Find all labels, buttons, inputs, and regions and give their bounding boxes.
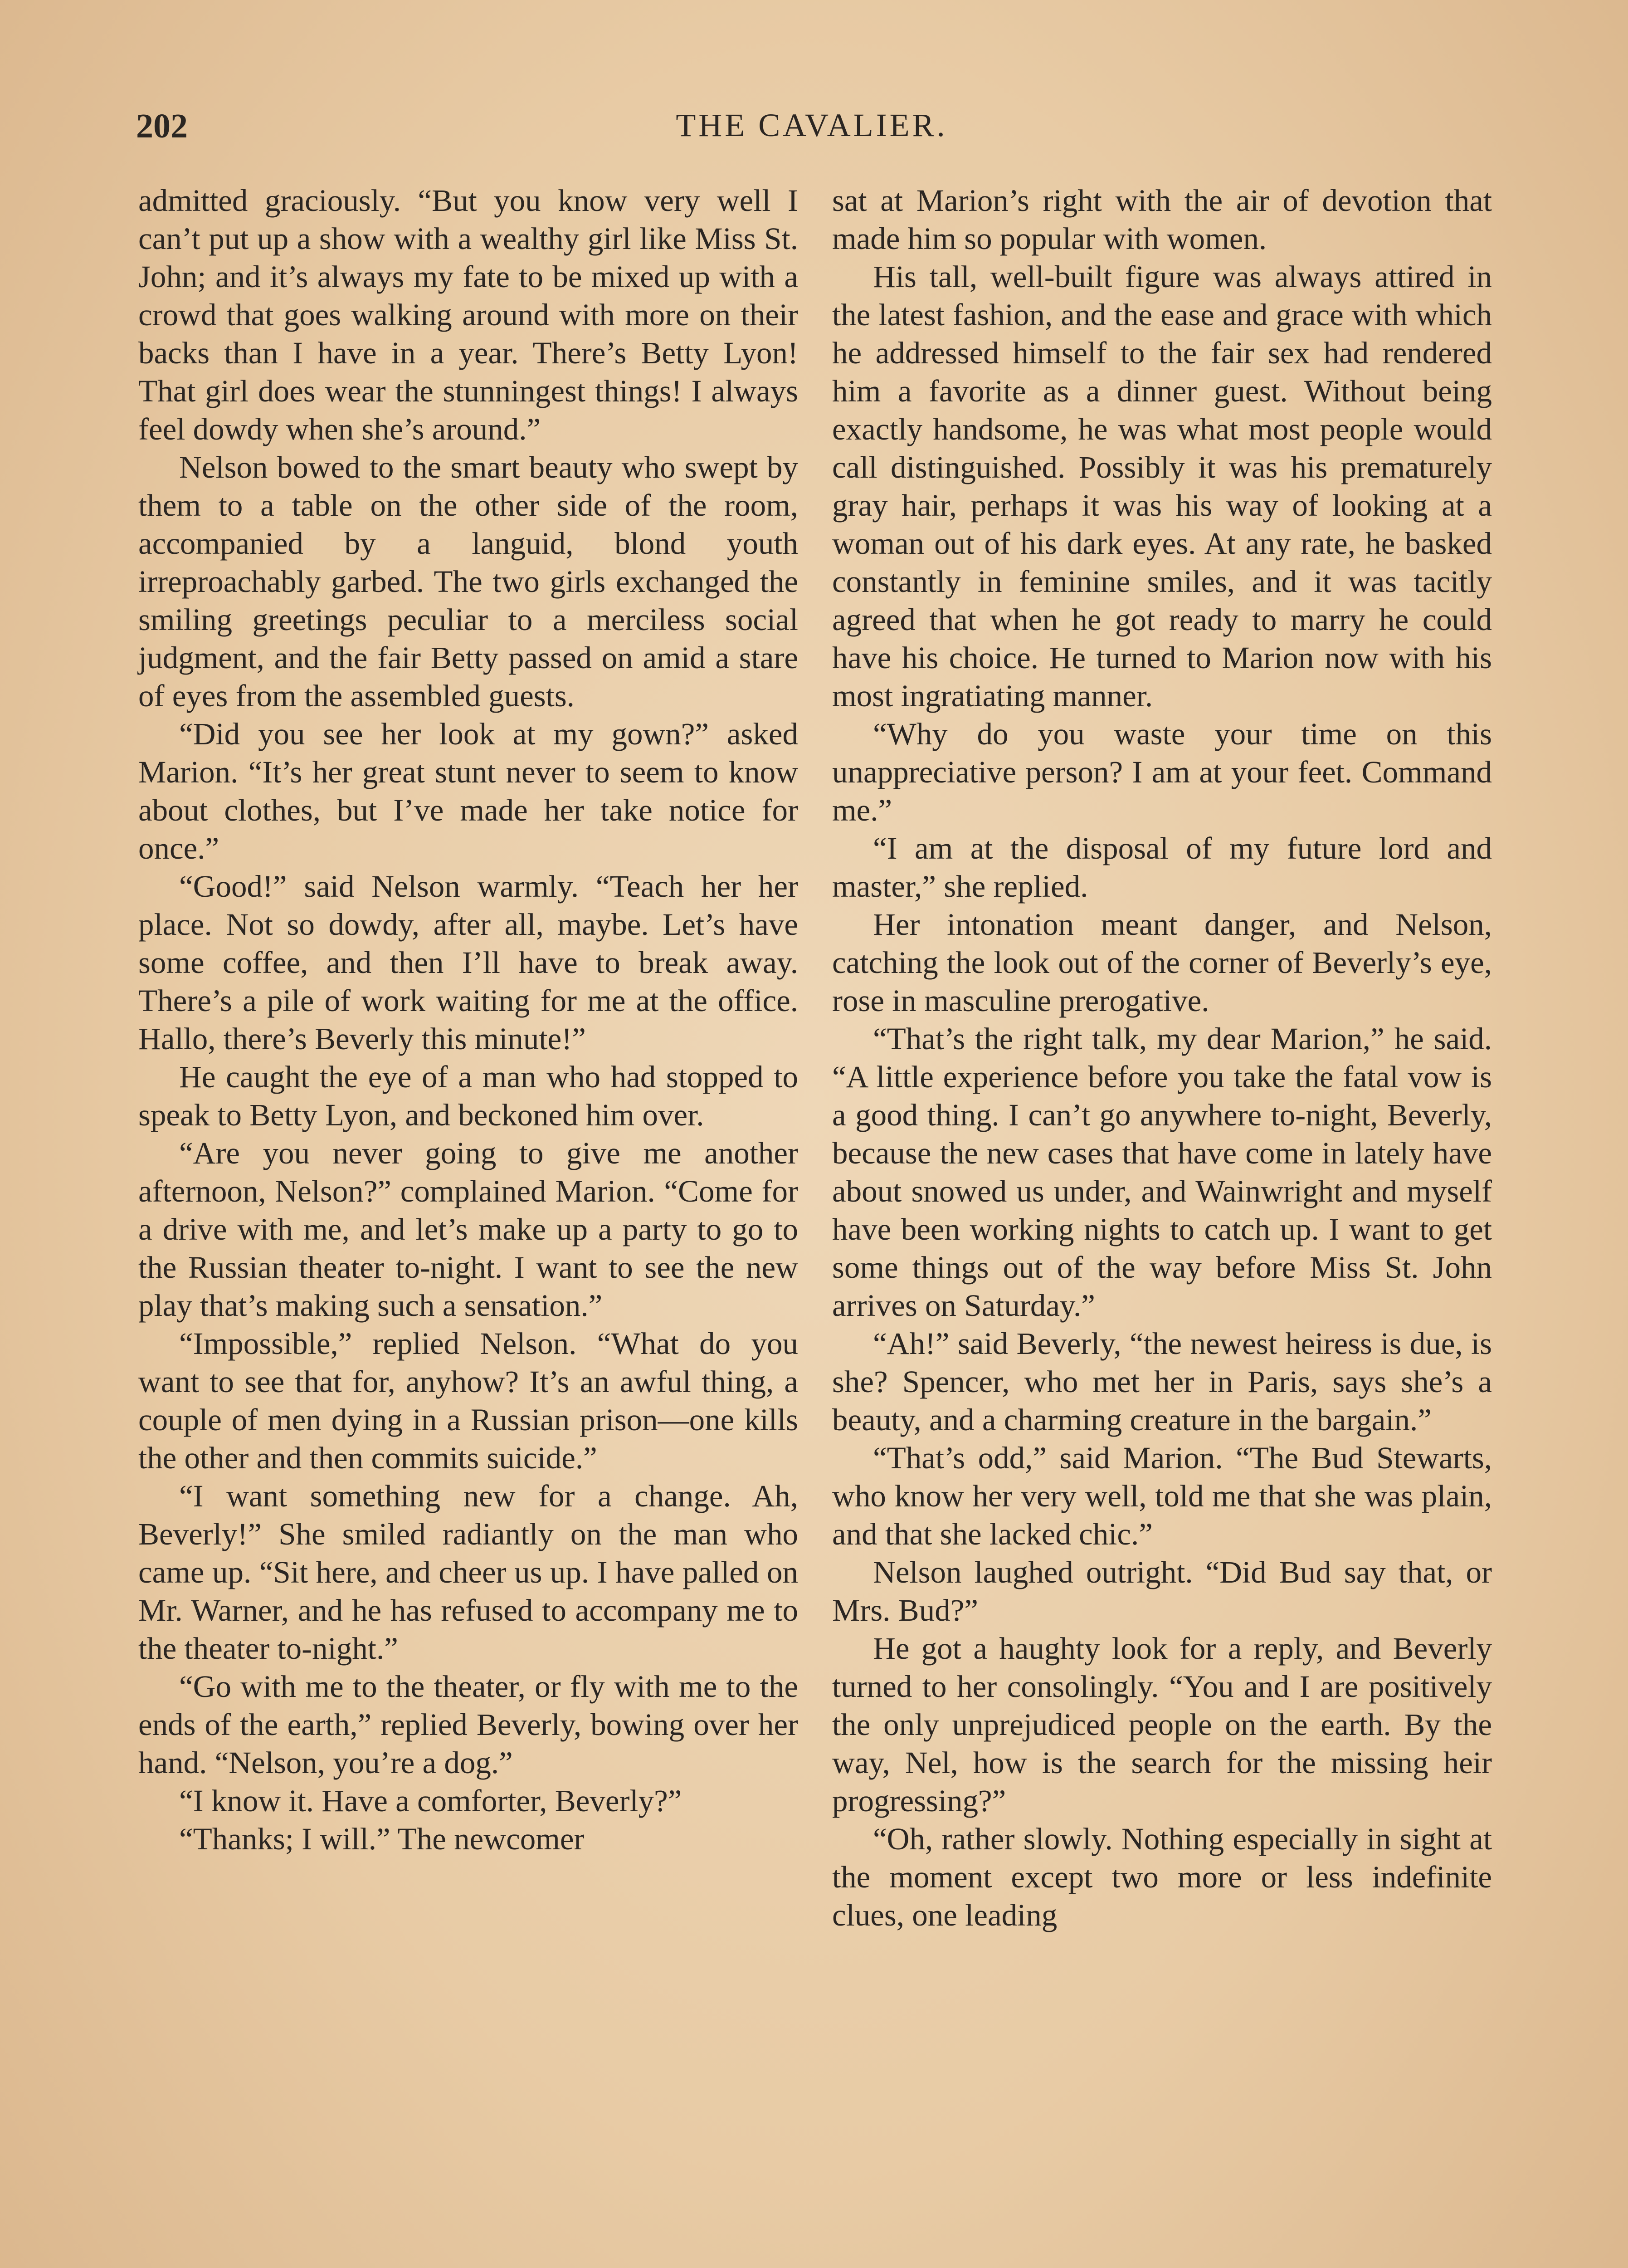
- paragraph: He caught the eye of a man who had stopped to speak to Betty Lyon, and beckoned him over.: [138, 1060, 798, 1132]
- paragraph: sat at Marion’s right with the air of devotion that made him so popular with women.: [832, 183, 1492, 256]
- page-number: 202: [136, 107, 188, 145]
- paragraph: Nelson bowed to the smart beauty who swept by them to a table on the other side of the room, accompanied by a languid, blond youth irreproachably garbed. The two girls exchanged the smiling greetings peculiar to a merciless social judgment, and the fair Betty passed on amid a stare of eyes from the assembled guests.: [138, 450, 798, 713]
- paragraph: “Good!” said Nelson warmly. “Teach her her place. Not so dowdy, after all, maybe. Let’s have some coffee, and then I’ll have to break away. There’s a pile of work waiting for me at the office. Hallo, there’s Beverly this minute!”: [138, 869, 798, 1056]
- paragraph: “That’s the right talk, my dear Marion,” he said. “A little experience before you take the fatal vow is a good thing. I can’t go anywhere to-night, Beverly, because the new cases that have come in lately have about snowed us under, and Wainwright and myself have been working nights to catch up. I want to get some things out of the way before Miss St. John arrives on Saturday.”: [832, 1022, 1492, 1323]
- left-column: [138, 181, 798, 2268]
- paragraph: “Why do you waste your time on this unappreciative person? I am at your feet. Command me.”: [832, 717, 1492, 827]
- paragraph: Nelson laughed outright. “Did Bud say that, or Mrs. Bud?”: [832, 1555, 1492, 1628]
- paragraph: admitted graciously. “But you know very well I can’t put up a show with a wealthy girl like Miss St. John; and it’s always my fate to be mixed up with a crowd that goes walking around with more on their backs than I have in a year. There’s Betty Lyon! That girl does wear the stunningest things! I always feel dowdy when she’s around.”: [138, 183, 798, 446]
- paragraph: “I am at the disposal of my future lord and master,” she replied.: [832, 831, 1492, 904]
- page-header: [136, 107, 1487, 156]
- paragraph: He got a haughty look for a reply, and Beverly turned to her consolingly. “You and I are positively the only unprejudiced people on the earth. By the way, Nel, how is the search for the missing heir progressing?”: [832, 1631, 1492, 1818]
- paragraph: “I want something new for a change. Ah, Beverly!” She smiled radiantly on the man who came up. “Sit here, and cheer us up. I have palled on Mr. Warner, and he has refused to accompany me to the theater to-night.”: [138, 1479, 798, 1666]
- paragraph: Her intonation meant danger, and Nelson, catching the look out of the corner of Beverly’s eye, rose in masculine prerogative.: [832, 907, 1492, 1018]
- paragraph: “Impossible,” replied Nelson. “What do you want to see that for, anyhow? It’s an awful thing, a couple of men dying in a Russian prison—one kills the other and then commits suicide.”: [138, 1326, 798, 1475]
- paragraph: “Did you see her look at my gown?” asked Marion. “It’s her great stunt never to seem to know about clothes, but I’ve made her take notice for once.”: [138, 717, 798, 865]
- paragraph: His tall, well-built figure was always attired in the latest fashion, and the ease and grace with which he addressed himself to the fair sex had rendered him a favorite as a dinner guest. Without being exactly handsome, he was what most people would call distinguished. Possibly it was his prematurely gray hair, perhaps it was his way of looking at a woman out of his dark eyes. At any rate, he basked constantly in feminine smiles, and it was tacitly agreed that when he got ready to marry he could have his choice. He turned to Marion now with his most ingratiating manner.: [832, 259, 1492, 713]
- paragraph: “Are you never going to give me another afternoon, Nelson?” complained Marion. “Come for a drive with me, and let’s make up a party to go to the Russian theater to-night. I want to see the new play that’s making such a sensation.”: [138, 1136, 798, 1323]
- paragraph: “Ah!” said Beverly, “the newest heiress is due, is she? Spencer, who met her in Paris, says she’s a beauty, and a charming creature in the bargain.”: [832, 1326, 1492, 1437]
- running-title: THE CAVALIER.: [676, 107, 948, 143]
- paragraph: “Go with me to the theater, or fly with me to the ends of the earth,” replied Beverly, bowing over her hand. “Nelson, you’re a dog.”: [138, 1669, 798, 1780]
- right-column: [832, 181, 1492, 2268]
- paragraph: “Oh, rather slowly. Nothing especially in sight at the moment except two more or less indefinite clues, one leading: [832, 1822, 1492, 1932]
- paragraph: “That’s odd,” said Marion. “The Bud Stewarts, who know her very well, told me that she was plain, and that she lacked chic.”: [832, 1441, 1492, 1551]
- paragraph: “Thanks; I will.” The newcomer: [179, 1822, 585, 1856]
- paragraph: “I know it. Have a comforter, Beverly?”: [179, 1784, 682, 1818]
